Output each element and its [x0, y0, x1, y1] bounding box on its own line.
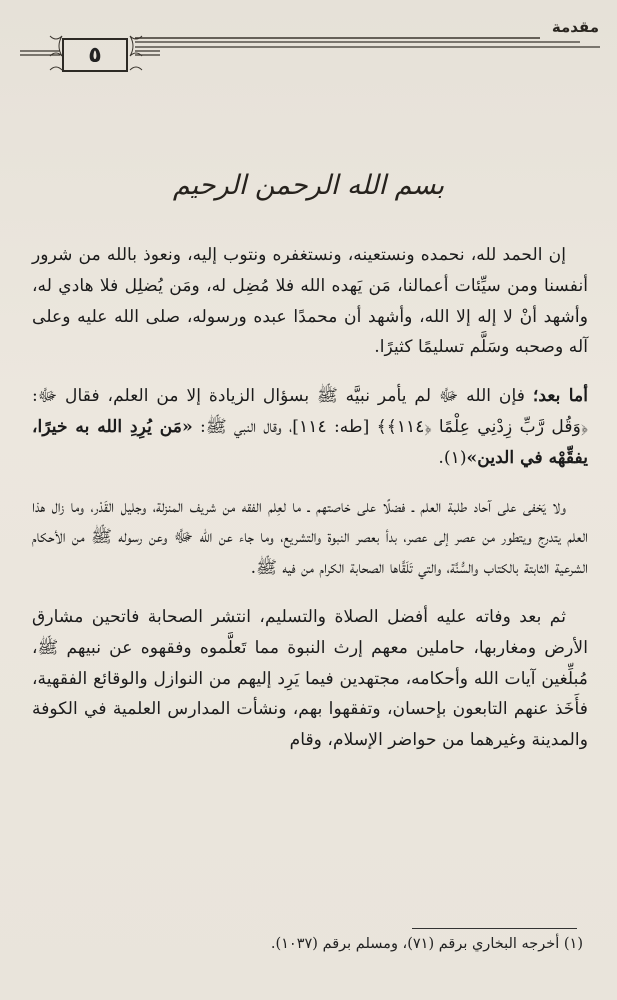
footnote-reference: (١). — [438, 447, 467, 468]
hadith-quote: «مَن يُرِدِ الله به خيرًا، يفقِّهْه في الدين» — [32, 416, 588, 468]
paragraph-2-lead: أما بعد؛ — [532, 386, 589, 407]
paragraph-3: ولا يَخفى على آحاد طلبة العلم ـ فضلًا على خاصتهم ـ ما لعِلم الفقه من شريف المنزلة، وجليل القَدْر، وما زال هذا العلم يتدرج ويتطور من عصر إلى عصر، بدأ بعصر النبوة والتشريع، وما جاء عن الله ﷻ وعن رسوله ﷺ من الأحكام الشرعية الثابتة بالكتاب والسُّنَّة، والتي تَلَقَّاها الصحابة الكرام من فيه ﷺ. — [32, 496, 588, 579]
paragraph-1: إن الحمد لله، نحمده ونستعينه، ونستغفره ونتوب إليه، ونعوذ بالله من شرور أنفسنا ومن سيِّئات أعمالنا، مَن يَهده الله فلا مُضِل له، ومَن يُضلِل فلا هادي له، وأشهد أنْ لا إله إلا الله، وأشهد أن محمدًا عبده ورسوله، صلى الله عليه وعلى آله وصحبه وسَلَّم تسليمًا كثيرًا. — [32, 245, 588, 358]
paragraph-2 — [32, 381, 588, 473]
page-number: ٥ — [62, 38, 128, 72]
footnote: (١) أخرجه البخاري برقم (٧١)، ومسلم برقم (١٠٣٧). — [270, 936, 583, 952]
basmala-heading: بسم الله الرحمن الرحيم — [172, 170, 445, 201]
paragraph-4: ثم بعد وفاته عليه أفضل الصلاة والتسليم، انتشر الصحابة فاتحين مشارق الأرض ومغاربها، حاملين معهم إرث النبوة مما تَعلَّموه وفقهوه عن نبيهم ﷺ، مُبلِّغين آيات الله وأحكامه، مجتهدين فيما يَرِد إليهم من النوازل والوقائع الفقهية، فأَخَذ عنهم التابعون بإحسان، وتفقهوا بهم، ونشأت المدارس العلمية في الكوفة والمدينة وغيرهما من حواضر الإسلام، وقام — [32, 606, 588, 751]
running-title: مقدمة — [551, 18, 599, 36]
body-text — [32, 240, 588, 774]
footnote-divider — [412, 928, 577, 929]
paragraph-2-body: فإن الله ﷻ لم يأمر نبيَّه ﷺ بسؤال الزيادة إلا من العلم، فقال ﷻ: ﴿وَقُل رَّبِّ زِدْنِي عِلْمًا ﴿١١٤﴾﴾ [طه: ١١٤]، وقال النبي ﷺ: — [32, 386, 589, 437]
